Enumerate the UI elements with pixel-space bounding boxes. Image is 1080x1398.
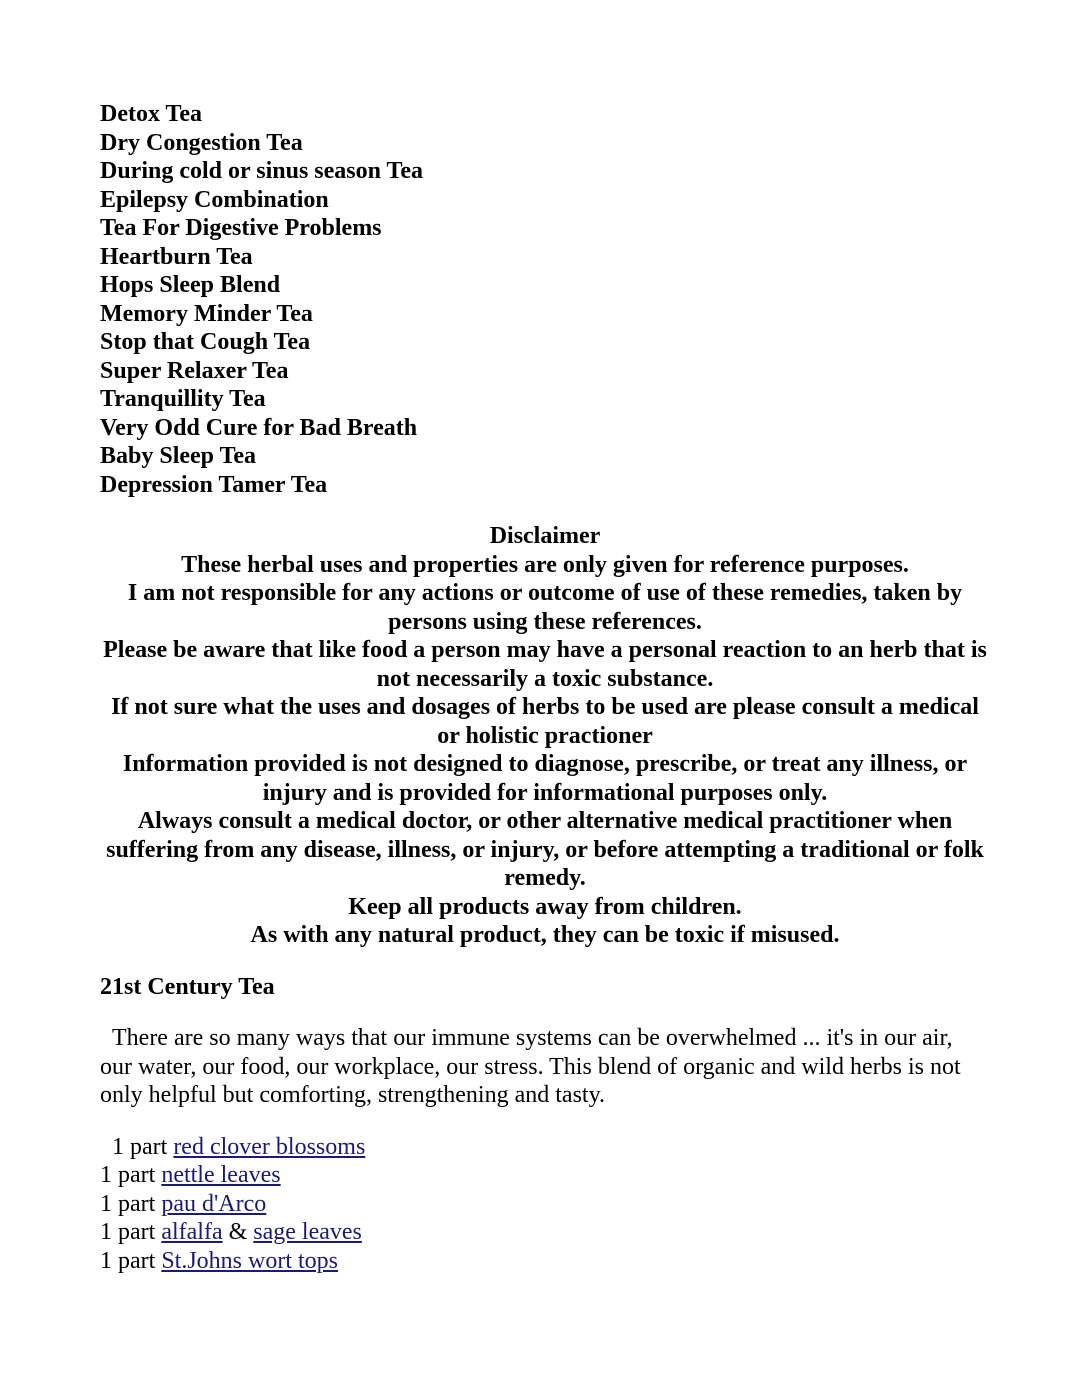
ingredient-row — [100, 1218, 980, 1247]
tea-list-item: Tranquillity Tea — [100, 386, 266, 412]
disclaimer-line: As with any natural product, they can be toxic if misused. — [250, 922, 840, 948]
herb-link-st-johns-wort[interactable]: St.Johns wort tops — [161, 1247, 339, 1274]
ingredient-list — [100, 1133, 980, 1276]
tea-list-item: Heartburn Tea — [100, 243, 253, 270]
disclaimer-line: Always consult a medical doctor, or other alternative medical practitioner when suffering from any disease, illness, or injury, or before attempting a traditional or folk remedy. — [106, 808, 984, 891]
ingredient-row — [100, 1133, 980, 1162]
part-label: 1 part — [100, 1162, 156, 1188]
herb-link-nettle[interactable]: nettle leaves — [161, 1162, 281, 1188]
tea-list-item: Epilepsy Combination — [100, 186, 329, 213]
disclaimer-line: Please be aware that like food a person may have a personal reaction to an herb that is not necessarily a toxic substance. — [103, 637, 987, 692]
herb-link-sage[interactable]: sage leaves — [253, 1219, 362, 1245]
disclaimer-line: Keep all products away from children. — [348, 893, 742, 920]
section-title: 21st Century Tea — [100, 973, 275, 1000]
tea-list-item: Dry Congestion Tea — [100, 129, 303, 156]
tea-list-item: Baby Sleep Tea — [100, 443, 257, 469]
ingredient-row — [100, 1161, 980, 1190]
tea-list-item: Memory Minder Tea — [100, 300, 313, 327]
tea-list-item: Depression Tamer Tea — [100, 471, 328, 498]
part-label: 1 part — [100, 1190, 156, 1217]
section-intro: There are so many ways that our immune systems can be overwhelmed ... it's in our air, our water, our food, our workplace, our stress. This blend of organic and wild herbs is not only helpful but comforting, strengthening and tasty. — [100, 1025, 961, 1108]
part-label: 1 part — [100, 1219, 156, 1245]
tea-list-item: Hops Sleep Blend — [100, 272, 281, 298]
tea-list-item: Tea For Digestive Problems — [100, 215, 382, 241]
disclaimer-line: If not sure what the uses and dosages of herbs to be used are please consult a medical or holistic practioner — [111, 694, 979, 749]
tea-list-item: Super Relaxer Tea — [100, 357, 289, 384]
part-label: 1 part — [112, 1133, 168, 1160]
herb-link-pau-darco[interactable]: pau d'Arco — [161, 1190, 267, 1217]
disclaimer-block — [100, 522, 990, 950]
document-page — [100, 100, 987, 1275]
ingredient-row — [100, 1247, 980, 1276]
ingredient-joiner: & — [228, 1219, 248, 1245]
disclaimer-line: These herbal uses and properties are only given for reference purposes. — [181, 551, 909, 578]
herb-link-alfalfa[interactable]: alfalfa — [161, 1219, 223, 1245]
disclaimer-line: Information provided is not designed to diagnose, prescribe, or treat any illness, or injury and is provided for informational purposes only. — [122, 751, 968, 806]
herb-link-red-clover[interactable]: red clover blossoms — [173, 1133, 366, 1160]
tea-list-item: Very Odd Cure for Bad Breath — [100, 414, 418, 441]
disclaimer-line: I am not responsible for any actions or outcome of use of these remedies, taken by persons using these references. — [127, 580, 963, 635]
tea-list-item: During cold or sinus season Tea — [100, 158, 423, 184]
part-label: 1 part — [100, 1247, 156, 1274]
tea-list-item: Stop that Cough Tea — [100, 329, 311, 355]
tea-list — [100, 100, 980, 499]
tea-list-item: Detox Tea — [100, 101, 202, 127]
disclaimer-title: Disclaimer — [489, 523, 601, 549]
ingredient-row — [100, 1190, 980, 1219]
